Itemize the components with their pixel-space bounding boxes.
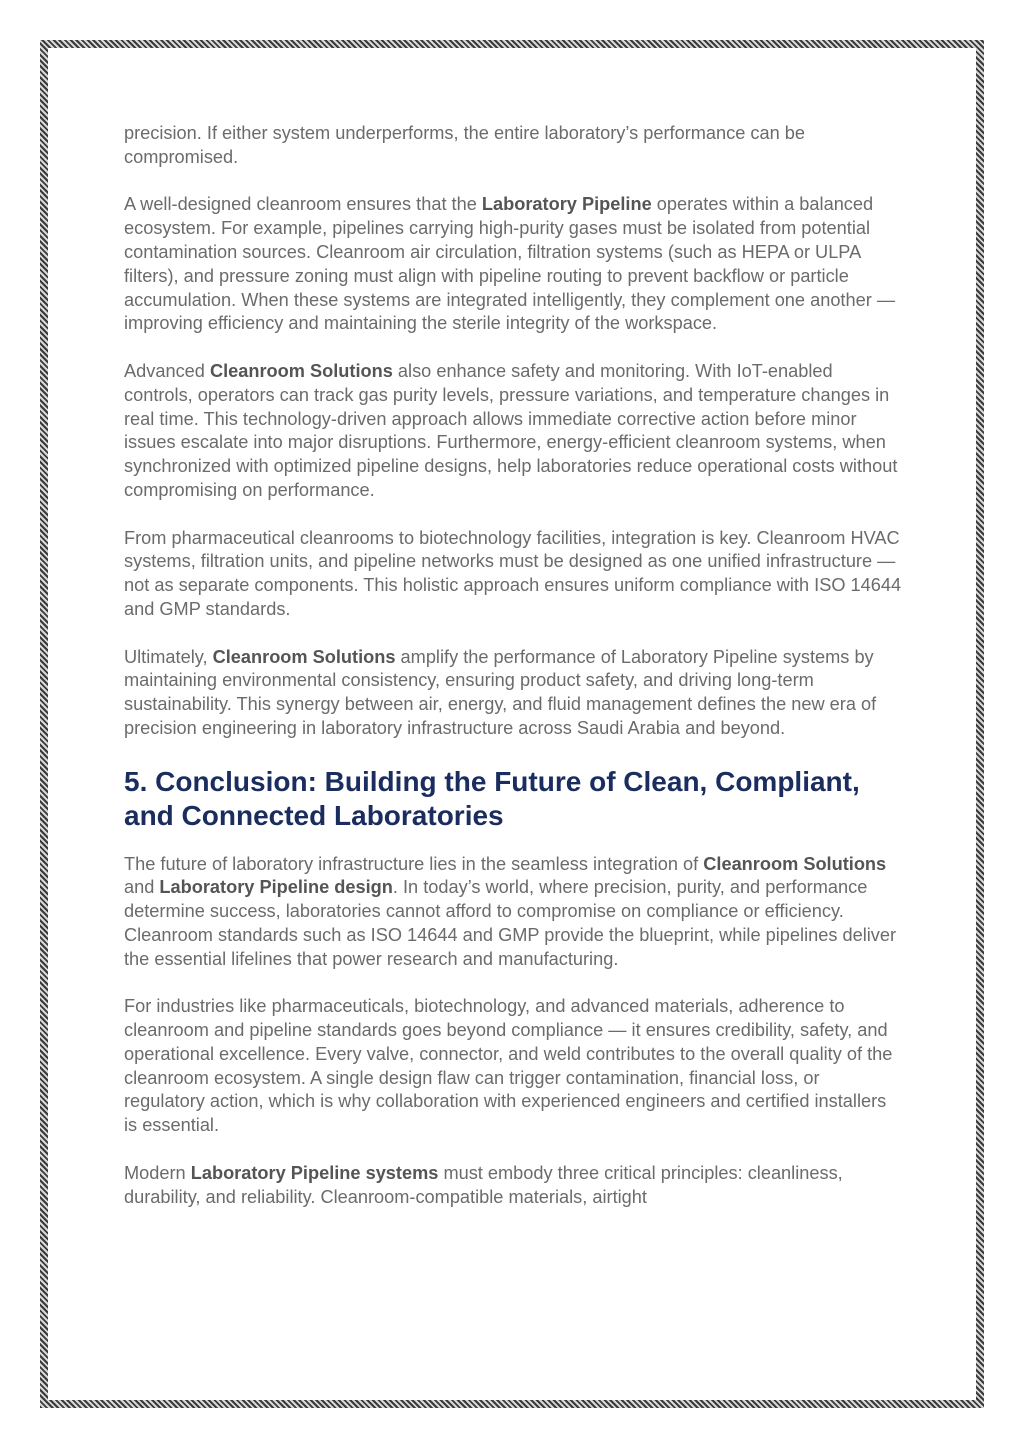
paragraph-conclusion-2 — [124, 995, 904, 1138]
paragraph-text: operates within a balanced ecosystem. For example, pipelines carrying high-purity gases must be isolated from potential contamination sources. Cleanroom air circulation, filtration systems (such as HEPA or ULPA filters), and pressure zoning must align with pipeline routing to prevent backflow or particle accumulation. When these systems are integrated intelligently, they complement one another — improving efficiency and maintaining the sterile integrity of the workspace. — [124, 194, 896, 334]
paragraph-text: precision. If either system underperforms, the entire laboratory’s performance can be compromised. — [124, 123, 806, 167]
bold-term: Laboratory Pipeline design — [159, 877, 393, 898]
paragraph-conclusion-1 — [124, 853, 904, 972]
paragraph-intro-1 — [124, 122, 904, 170]
section-heading: 5. Conclusion: Building the Future of Clean, Compliant, and Connected Laboratories — [124, 765, 860, 831]
paragraph-text: Modern — [124, 1162, 191, 1183]
paragraph-text: and — [124, 877, 160, 898]
document-body — [124, 122, 904, 1233]
paragraph-text: must embody three critical principles: cleanliness, durability, and reliability. Cleanroom-compatible materials, airtight — [124, 1162, 843, 1207]
paragraph-text: Advanced — [124, 360, 210, 381]
paragraph-text: also enhance safety and monitoring. With IoT-enabled controls, operators can track gas purity levels, pressure variations, and temperature changes in real time. This technology-driven approach allows immediate corrective action before minor issues escalate into major disruptions. Furthermore, energy-efficient cleanroom systems, when synchronized with optimized pipeline designs, help laboratories reduce operational costs without compromising on performance. — [124, 360, 898, 500]
paragraph-text: From pharmaceutical cleanrooms to biotechnology facilities, integration is key. Cleanroom HVAC systems, filtration units, and pipeline networks must be designed as one unified infrastructure — not as separate components. This holistic approach ensures uniform compliance with ISO 14644 and GMP standards. — [124, 527, 902, 619]
paragraph-text: A well-designed cleanroom ensures that the — [124, 194, 482, 215]
bold-term: Laboratory Pipeline — [481, 194, 652, 215]
paragraph-text: amplify the performance of Laboratory Pipeline systems by maintaining environmental consistency, ensuring product safety, and driving long-term sustainability. This synergy between air, energy, and fluid management defines the new era of precision engineering in laboratory infrastructure across Saudi Arabia and beyond. — [124, 646, 877, 738]
paragraph-text: . In today’s world, where precision, purity, and performance determine success, laboratories cannot afford to compromise on compliance or efficiency. Cleanroom standards such as ISO 14644 and GMP provide the blueprint, while pipelines deliver the essential lifelines that power research and manufacturing. — [124, 877, 897, 969]
paragraph-intro-3 — [124, 360, 904, 503]
bold-term: Cleanroom Solutions — [212, 646, 396, 667]
paragraph-conclusion-3 — [124, 1162, 904, 1210]
paragraph-text: Ultimately, — [124, 646, 213, 667]
bold-term: Laboratory Pipeline systems — [190, 1162, 439, 1183]
paragraph-intro-5 — [124, 646, 904, 741]
paragraph-text: For industries like pharmaceuticals, biotechnology, and advanced materials, adherence to cleanroom and pipeline standards goes beyond compliance — it ensures credibility, safety, and operational excellence. Every valve, connector, and weld contributes to the overall quality of the cleanroom ecosystem. A single design flaw can trigger contamination, financial loss, or regulatory action, which is why collaboration with experienced engineers and certified installers is essential. — [124, 996, 893, 1136]
paragraph-text: The future of laboratory infrastructure lies in the seamless integration of — [124, 853, 704, 874]
bold-term: Cleanroom Solutions — [209, 360, 393, 381]
paragraph-intro-2 — [124, 193, 904, 336]
bold-term: Cleanroom Solutions — [703, 853, 887, 874]
paragraph-intro-4 — [124, 527, 904, 622]
